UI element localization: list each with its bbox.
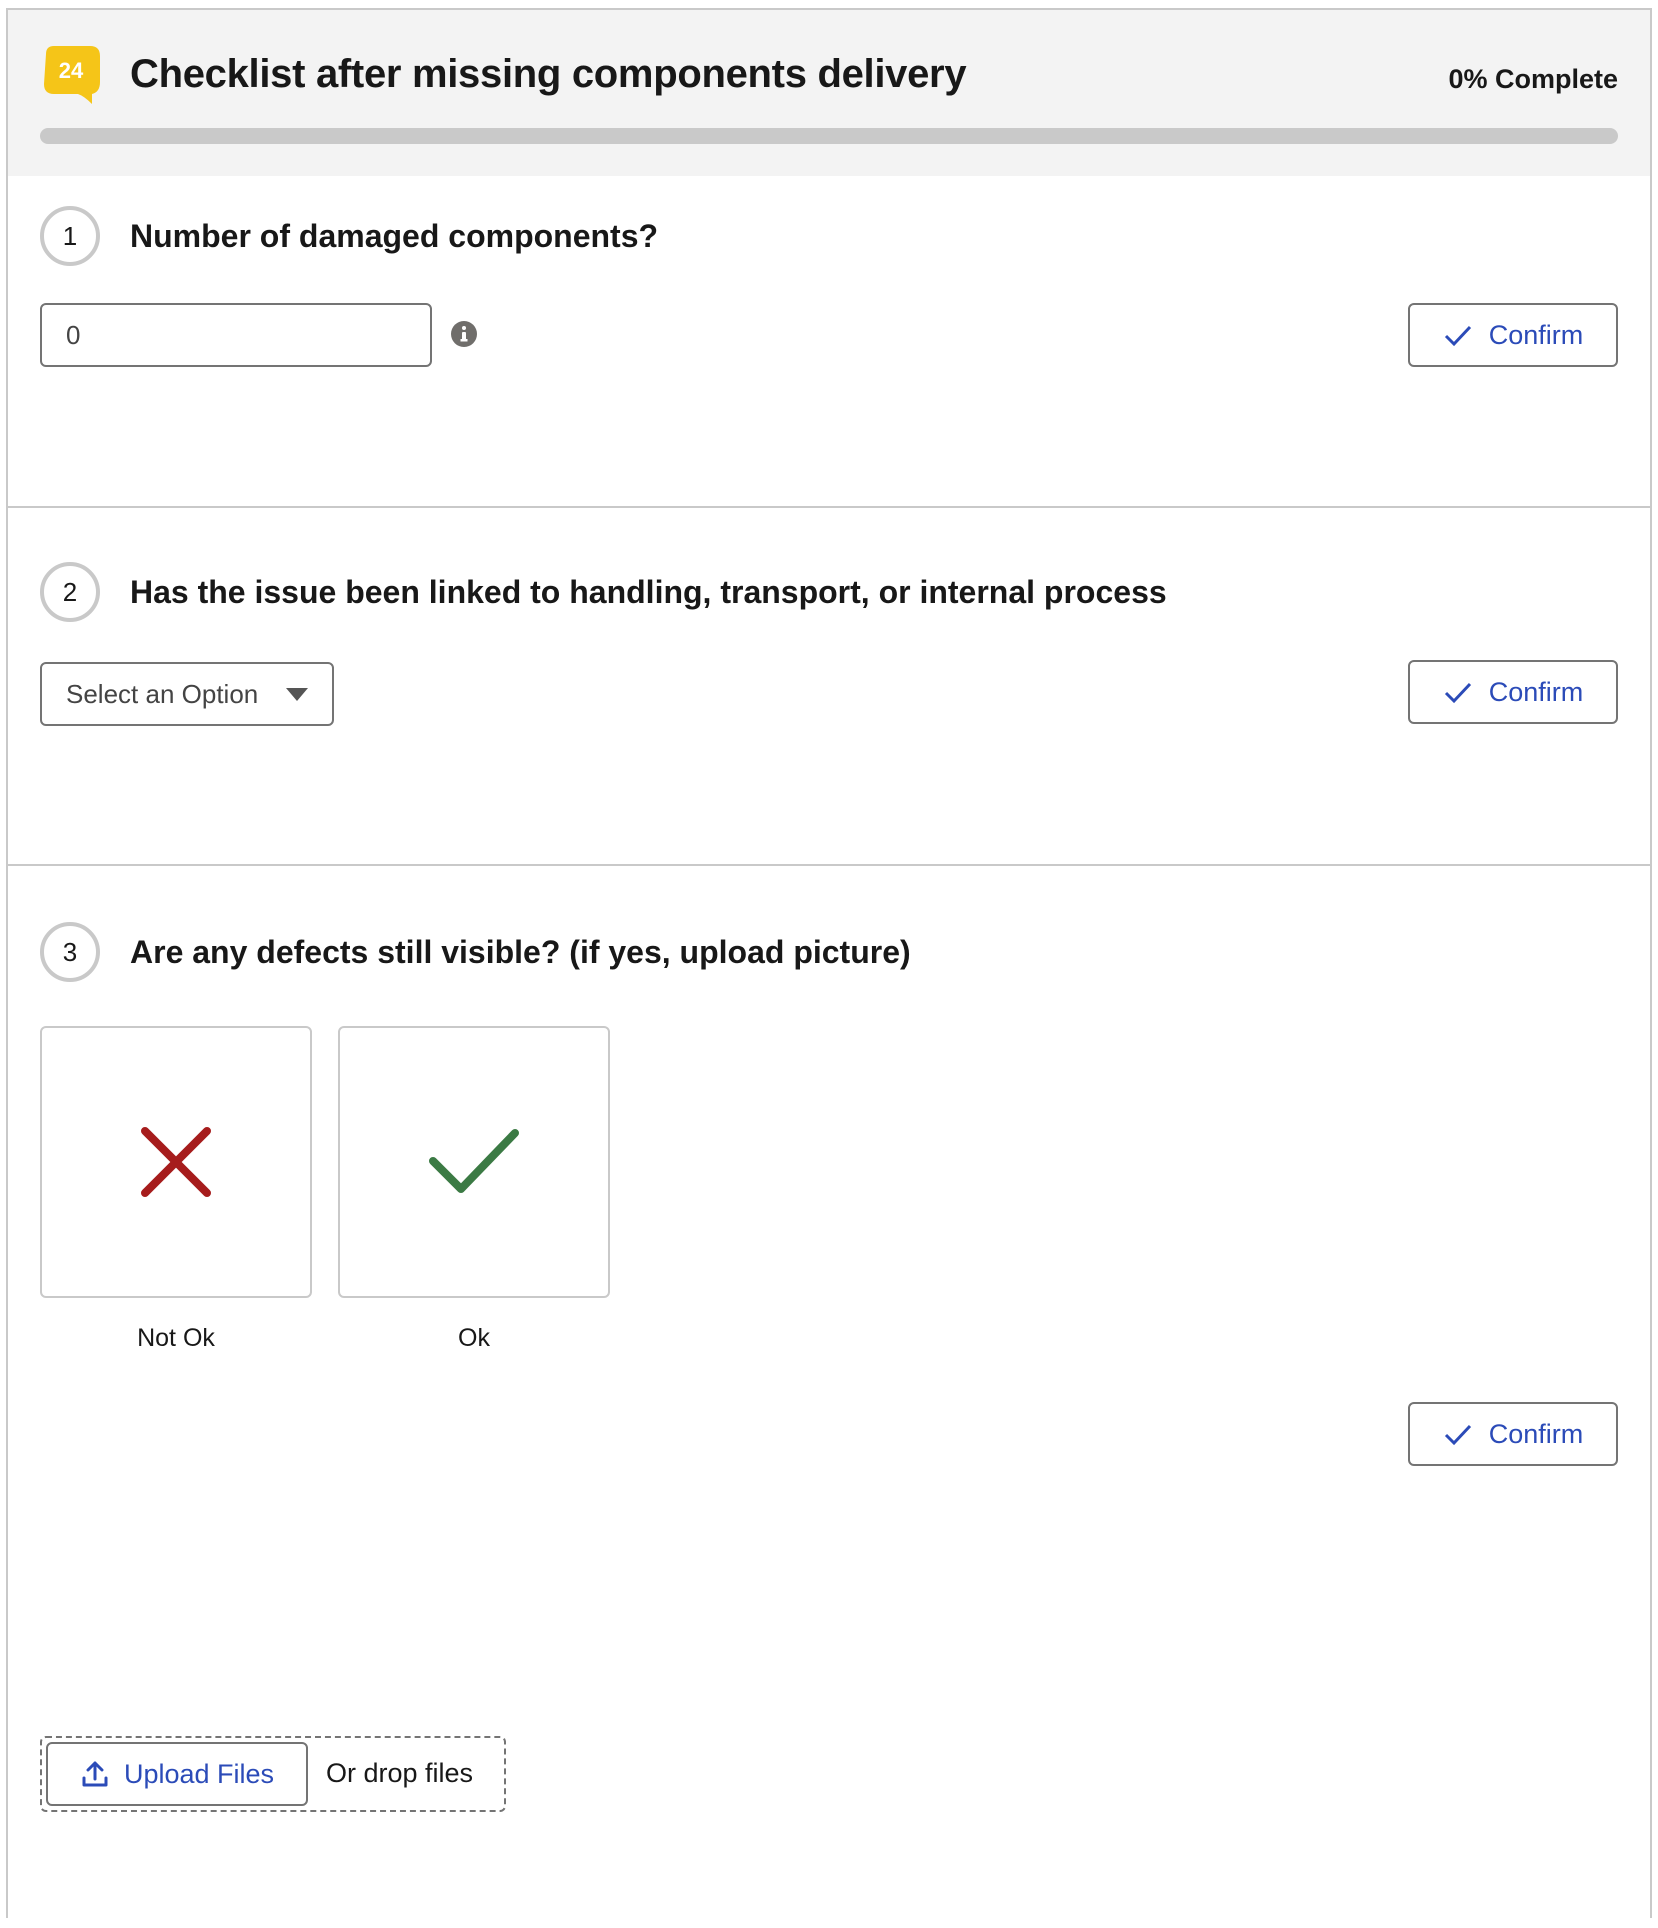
step-number: 3 — [40, 922, 100, 982]
confirm-label: Confirm — [1488, 319, 1584, 350]
confirm-label: Confirm — [1488, 676, 1584, 707]
page-title: Checklist after missing components delivery — [130, 52, 967, 96]
question-text: Number of damaged components? — [130, 218, 659, 254]
confirm-label: Confirm — [1488, 1418, 1584, 1449]
upload-files-button[interactable] — [46, 1742, 308, 1806]
confirm-button[interactable] — [1408, 303, 1618, 367]
info-icon[interactable] — [450, 320, 478, 348]
upload-icon — [80, 1759, 110, 1789]
confirm-button[interactable] — [1408, 660, 1618, 724]
check-icon — [427, 1127, 521, 1197]
option-select[interactable] — [40, 662, 334, 726]
logo-badge-icon — [38, 42, 104, 108]
ok-label: Ok — [458, 1324, 490, 1352]
logo-text: 24 — [58, 58, 84, 83]
completion-percent: 0% Complete — [1448, 64, 1618, 94]
question-text: Has the issue been linked to handling, transport, or internal process — [130, 574, 1167, 610]
step-number: 2 — [40, 562, 100, 622]
progress-bar — [40, 128, 1618, 144]
damaged-count-input[interactable] — [40, 303, 432, 367]
select-value: Select an Option — [66, 678, 259, 709]
step-number: 1 — [40, 206, 100, 266]
check-icon — [1443, 1419, 1473, 1449]
checklist-item-1 — [8, 176, 1650, 508]
check-icon — [1443, 677, 1473, 707]
checklist-card — [6, 8, 1652, 1918]
drop-files-text: Or drop files — [326, 1758, 474, 1788]
check-icon — [1443, 320, 1473, 350]
question-text: Are any defects still visible? (if yes, upload picture) — [130, 934, 911, 970]
ok-option[interactable] — [338, 1026, 610, 1298]
not-ok-label: Not Ok — [137, 1324, 215, 1352]
file-dropzone[interactable] — [40, 1736, 506, 1812]
checklist-item-2 — [8, 506, 1650, 866]
x-icon — [139, 1125, 213, 1199]
checklist-header — [8, 10, 1650, 176]
upload-label: Upload Files — [123, 1758, 275, 1789]
not-ok-option[interactable] — [40, 1026, 312, 1298]
chevron-down-icon — [286, 688, 308, 701]
confirm-button[interactable] — [1408, 1402, 1618, 1466]
